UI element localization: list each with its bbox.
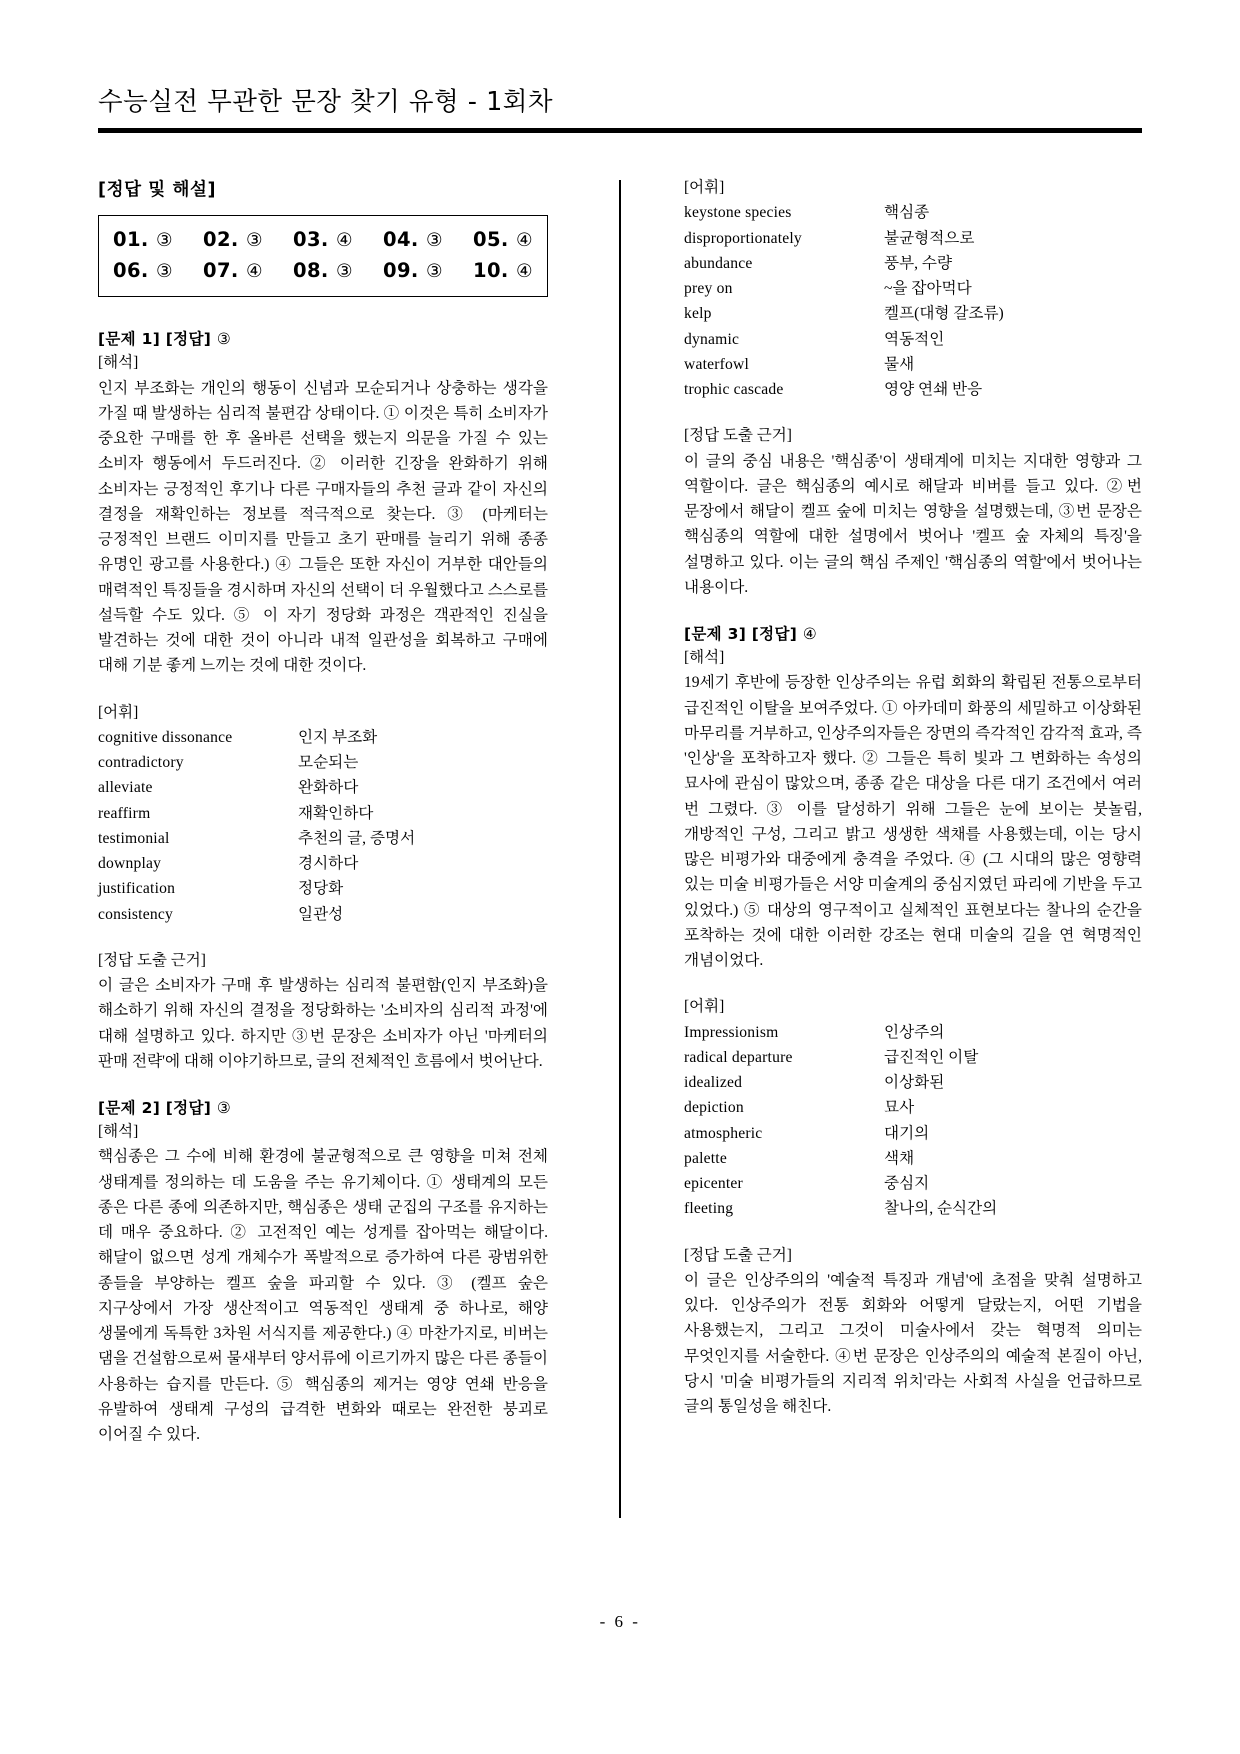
vocab-meaning: 추천의 글, 증명서 [298,829,416,847]
problem-2-interpretation-label: [해석] [98,1123,139,1141]
answer-choice: ④ [245,260,263,282]
answer-cell [473,225,533,256]
answer-choice: ③ [425,230,443,251]
vocab-row [684,276,1142,301]
answer-number: 02. [203,228,239,251]
vocab-term: reaffirm [98,804,151,822]
problem-3-heading-text: [문제 3] [정답] [684,625,798,643]
problem-2-interpretation-text: 핵심종은 그 수에 비해 환경에 불균형적으로 큰 영향을 미쳐 전체 생태계를 정의하는 데 도움을 주는 유기체이다. ① 생태계의 모든 종은 다른 종에 의존하지만, 핵심종은 생태 군집의 구조를 유지하는 데 매우 중요하다. ② 고전적인 예는 성게를 잡아먹는 해달이다. 해달이 없으면 성게 개체수가 폭발적으로 증가하여 다른 광범위한 종들을 부양하는 켈프 숲을 파괴할 수 있다. ③ (켈프 숲은 지구상에서 가장 생산적이고 역동적인 생태계 중 하나로, 해양 생물에게 독특한 3차원 서식지를 제공한다.) ④ 마찬가지로, 비버는 댐을 건설함으로써 물새부터 양서류에 이르기까지 많은 다른 종들이 사용하는 습지를 만든다. ⑤ 핵심종의 제거는 영양 연쇄 반응을 유발하여 생태계 구성의 급격한 변화와 때로는 완전한 붕괴로 이어질 수 있다. [98,1148,548,1444]
answer-cell [113,256,173,287]
vocab-term: palette [684,1149,727,1167]
vocab-meaning: ~을 잡아먹다 [884,280,972,297]
vocab-meaning: 완화하다 [298,779,359,797]
vocab-term: radical departure [684,1048,793,1066]
column-gutter [556,176,684,1536]
problem-2-rationale-label: [정답 도출 근거] [684,427,792,445]
vocab-meaning: 풍부, 수량 [884,254,953,272]
answer-section-heading: [정답 및 해설] [98,180,217,200]
answer-number: 09. [383,258,419,282]
vocab-row [98,826,548,851]
answer-cell [293,256,353,287]
vocab-term: alleviate [98,779,153,797]
answer-cell [293,225,353,256]
vocab-meaning: 불균형적으로 [884,229,975,247]
problem-2-answer-choice: ③ [216,1099,232,1118]
answer-row [113,225,533,256]
problem-3-interpretation-text: 19세기 후반에 등장한 인상주의는 유럽 회화의 확립된 전통으로부터 급진적인 이탈을 보여주었다. ① 아카데미 화풍의 세밀하고 이상화된 마무리를 거부하고, 인상주의자들은 장면의 즉각적인 감각적 효과, 즉 '인상'을 포착하고자 했다. ② 그들은 특히 빛과 그 변화하는 속성의 묘사에 관심이 많았으며, 종종 같은 대상을 다른 대기 조건에서 여러 번 그렸다. ③ 이를 달성하기 위해 그들은 눈에 보이는 붓놀림, 개방적인 구성, 그리고 밝고 생생한 색채를 사용했는데, 이는 당시 많은 비평가와 대중에게 충격을 주었다. ④ (그 시대의 많은 영향력 있는 미술 비평가들은 서양 미술계의 중심지였던 파리에 기반을 두고 있었다.) ⑤ 대상의 영구적이고 실체적인 표현보다는 찰나의 순간을 포착하는 것에 대한 이러한 강조는 현대 미술의 길을 연 혁명적인 개념이었다. [684,674,1142,969]
left-column [98,176,556,1536]
answer-row [113,256,533,287]
vocab-term: idealized [684,1074,743,1091]
vocab-meaning: 대기의 [884,1124,930,1142]
vocab-term: downplay [98,855,162,873]
vocab-term: consistency [98,905,173,923]
answer-cell [203,256,263,287]
answer-choice: ③ [335,260,353,282]
vocab-term: epicenter [684,1175,743,1192]
problem-1-heading [98,327,548,349]
problem-3-rationale-label: [정답 도출 근거] [684,1246,792,1264]
answer-number: 03. [293,228,329,251]
vocab-meaning: 색채 [884,1149,915,1167]
vocab-row [684,200,1142,225]
problem-3-rationale-text: 이 글은 인상주의의 '예술적 특징과 개념'에 초점을 맞춰 설명하고 있다. 인상주의가 전통 회화와 어떻게 달랐는지, 어떤 기법을 사용했는지, 그리고 그것이 미술사에서 갖는 혁명적 의미는 무엇인지를 서술한다. ④번 문장은 인상주의의 예술적 본질이 아닌, 당시 '미술 비평가들의 지리적 위치'라는 사회적 사실을 언급하므로 글의 통일성을 해친다. [684,1271,1142,1415]
vocab-term: prey on [684,280,733,297]
vocab-row [684,1020,1142,1045]
page-title: 수능실전 무관한 문장 찾기 유형 - 1회차 [98,87,554,117]
vocab-meaning: 이상화된 [884,1074,945,1091]
answer-number: 05. [473,228,509,251]
answer-cell [383,225,443,256]
vocab-term: atmospheric [684,1124,763,1142]
vocab-term: disproportionately [684,229,802,247]
vocab-row [684,226,1142,251]
vocab-term: kelp [684,305,712,323]
problem-3-block [684,622,1142,1419]
answer-choice: ④ [515,260,533,282]
problem-2-heading-text: [문제 2] [정답] [98,1099,212,1118]
vocab-row [98,851,548,876]
vocab-term: depiction [684,1099,744,1117]
vocab-meaning: 중심지 [884,1175,930,1192]
vocab-term: waterfowl [684,355,750,373]
answer-number: 04. [383,228,419,251]
vocab-row [684,327,1142,352]
answer-choice: ③ [155,260,173,282]
answer-choice: ③ [425,260,443,282]
answer-cell [473,256,533,287]
problem-2-rationale-text: 이 글의 중심 내용은 '핵심종'이 생태계에 미치는 지대한 영향과 그 역할이다. 글은 핵심종의 예시로 해달과 비버를 들고 있다. ②번 문장에서 해달이 켈프 숲에 미치는 영향을 설명했는데, ③번 문장은 핵심종의 역할에 대한 설명에서 벗어나 '켈프 숲 자체의 특징'을 설명하고 있다. 이는 글의 핵심 주제인 '핵심종의 역할'에서 벗어나는 내용이다. [684,452,1142,596]
vocab-term: Impressionism [684,1023,779,1041]
answer-number: 08. [293,258,329,282]
page-footer [0,1612,1240,1632]
vocab-row [98,801,548,826]
answer-choice: ④ [335,230,353,251]
header-divider [98,128,1142,133]
vocab-meaning: 물새 [884,355,915,373]
vocab-meaning: 켈프(대형 갈조류) [884,305,1004,323]
answer-number: 01. [113,228,149,251]
problem-3-vocabulary-label: [어휘] [684,998,725,1016]
answer-number: 07. [203,258,239,282]
problem-1-interpretation-label: [해석] [98,354,139,372]
vocab-row [684,251,1142,276]
problem-1-answer-choice: ③ [216,330,232,349]
problem-3-vocabulary-table [684,1020,1142,1222]
vocab-term: abundance [684,254,753,272]
vocab-term: cognitive dissonance [98,728,233,746]
vocab-row [98,775,548,800]
answer-key-box [98,215,548,297]
problem-3-heading [684,622,1142,644]
answer-choice: ④ [515,230,533,251]
column-divider [619,180,621,1518]
vocab-meaning: 인지 부조화 [298,728,378,746]
answer-number: 06. [113,258,149,282]
vocab-term: fleeting [684,1200,734,1218]
vocab-row [98,902,548,927]
vocab-row [684,1070,1142,1095]
problem-1-block [98,327,548,1074]
vocab-row [98,725,548,750]
vocab-meaning: 경시하다 [298,855,359,873]
vocab-row [98,750,548,775]
problem-1-interpretation-text: 인지 부조화는 개인의 행동이 신념과 모순되거나 상충하는 생각을 가질 때 발생하는 심리적 불편감 상태이다. ① 이것은 특히 소비자가 중요한 구매를 한 후 올바른 선택을 했는지 의문을 가질 수 있는 소비자 행동에서 두드러진다. ② 이러한 긴장을 완화하기 위해 소비자는 긍정적인 후기나 다른 구매자들의 추천 글과 같이 자신의 결정을 재확인하는 정보를 적극적으로 찾는다. ③ (마케터는 긍정적인 브랜드 이미지를 만들고 초기 판매를 늘리기 위해 종종 유명인 광고를 사용한다.) ④ 그들은 또한 자신이 거부한 대안들의 매력적인 특징들을 경시하며 자신의 선택이 더 우월했다고 스스로를 설득할 수도 있다. ⑤ 이 자기 정당화 과정은 객관적인 진실을 발견하는 것에 대한 것이 아니라 내적 일관성을 회복하고 구매에 대해 기분 좋게 느끼는 것에 대한 것이다. [98,379,548,675]
answer-number: 10. [473,258,509,282]
vocab-term: contradictory [98,754,184,772]
vocab-row [684,377,1142,402]
problem-2-heading [98,1096,548,1118]
problem-1-vocabulary-table [98,725,548,927]
vocab-row [684,1196,1142,1221]
problem-3-answer-choice: ④ [802,625,818,643]
vocab-meaning: 모순되는 [298,754,359,772]
vocab-meaning: 인상주의 [884,1023,945,1041]
vocab-row [684,1045,1142,1070]
answer-choice: ③ [155,230,173,251]
vocab-row [98,876,548,901]
answer-choice: ③ [245,230,263,251]
problem-1-rationale-label: [정답 도출 근거] [98,951,206,969]
vocab-meaning: 핵심종 [884,204,930,222]
two-column-body [98,176,1142,1536]
vocab-meaning: 찰나의, 순식간의 [884,1200,998,1218]
vocab-meaning: 묘사 [884,1099,915,1117]
right-column [684,176,1142,1536]
vocab-row [684,1095,1142,1120]
vocab-term: keystone species [684,204,792,222]
problem-2-block [98,1096,548,1447]
vocab-row [684,1121,1142,1146]
vocab-row [684,352,1142,377]
vocab-meaning: 급진적인 이탈 [884,1048,979,1066]
vocab-term: testimonial [98,829,170,847]
vocab-term: trophic cascade [684,381,784,398]
problem-1-vocabulary-label: [어휘] [98,703,139,721]
vocab-meaning: 영양 연쇄 반응 [884,381,983,398]
page-number: - 6 - [599,1612,641,1631]
vocab-meaning: 재확인하다 [298,804,374,822]
problem-2-vocabulary-label: [어휘] [684,179,725,196]
vocab-row [684,301,1142,326]
vocab-meaning: 정당화 [298,880,344,898]
answer-cell [383,256,443,287]
page-header [98,86,1142,133]
vocab-meaning: 역동적인 [884,330,945,348]
answer-cell [113,225,173,256]
vocab-row [684,1171,1142,1196]
vocab-term: justification [98,880,176,898]
problem-3-interpretation-label: [해석] [684,649,725,666]
problem-2-vocabulary-table [684,200,1142,402]
answer-cell [203,225,263,256]
problem-1-heading-text: [문제 1] [정답] [98,330,212,349]
vocab-row [684,1146,1142,1171]
vocab-meaning: 일관성 [298,905,344,923]
vocab-term: dynamic [684,330,740,348]
problem-1-rationale-text: 이 글은 소비자가 구매 후 발생하는 심리적 불편함(인지 부조화)을 해소하기 위해 자신의 결정을 정당화하는 '소비자의 심리적 과정'에 대해 설명하고 있다. 하지만 ③번 문장은 소비자가 아닌 '마케터의 판매 전략'에 대해 이야기하므로, 글의 전체적인 흐름에서 벗어난다. [98,977,548,1070]
